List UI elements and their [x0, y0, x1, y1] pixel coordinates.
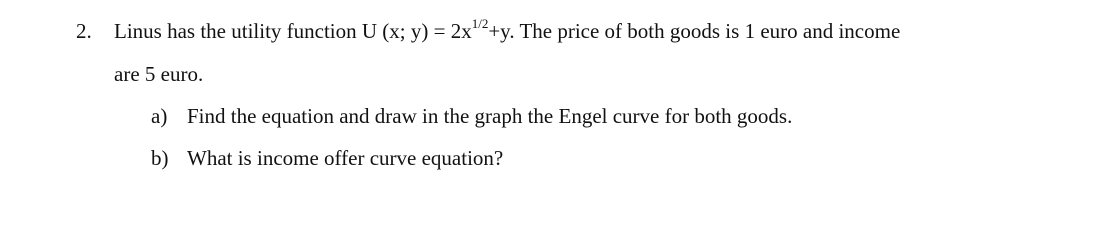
problem-statement-line-1: [114, 16, 901, 43]
problem-statement-line-2: are 5 euro.: [114, 62, 204, 86]
part-a-label: a): [151, 104, 168, 128]
price-income-text: +y. The price of both goods is 1 euro and income: [488, 19, 901, 43]
problem-number: 2.: [76, 19, 92, 43]
exponent: 1/2: [471, 16, 489, 31]
part-a-question: Find the equation and draw in the graph the Engel curve for both goods.: [187, 104, 793, 128]
part-b-label: b): [151, 146, 169, 170]
part-b-question: What is income offer curve equation?: [187, 146, 504, 170]
utility-function-text: Linus has the utility function U (x; y) = 2x: [114, 19, 472, 43]
